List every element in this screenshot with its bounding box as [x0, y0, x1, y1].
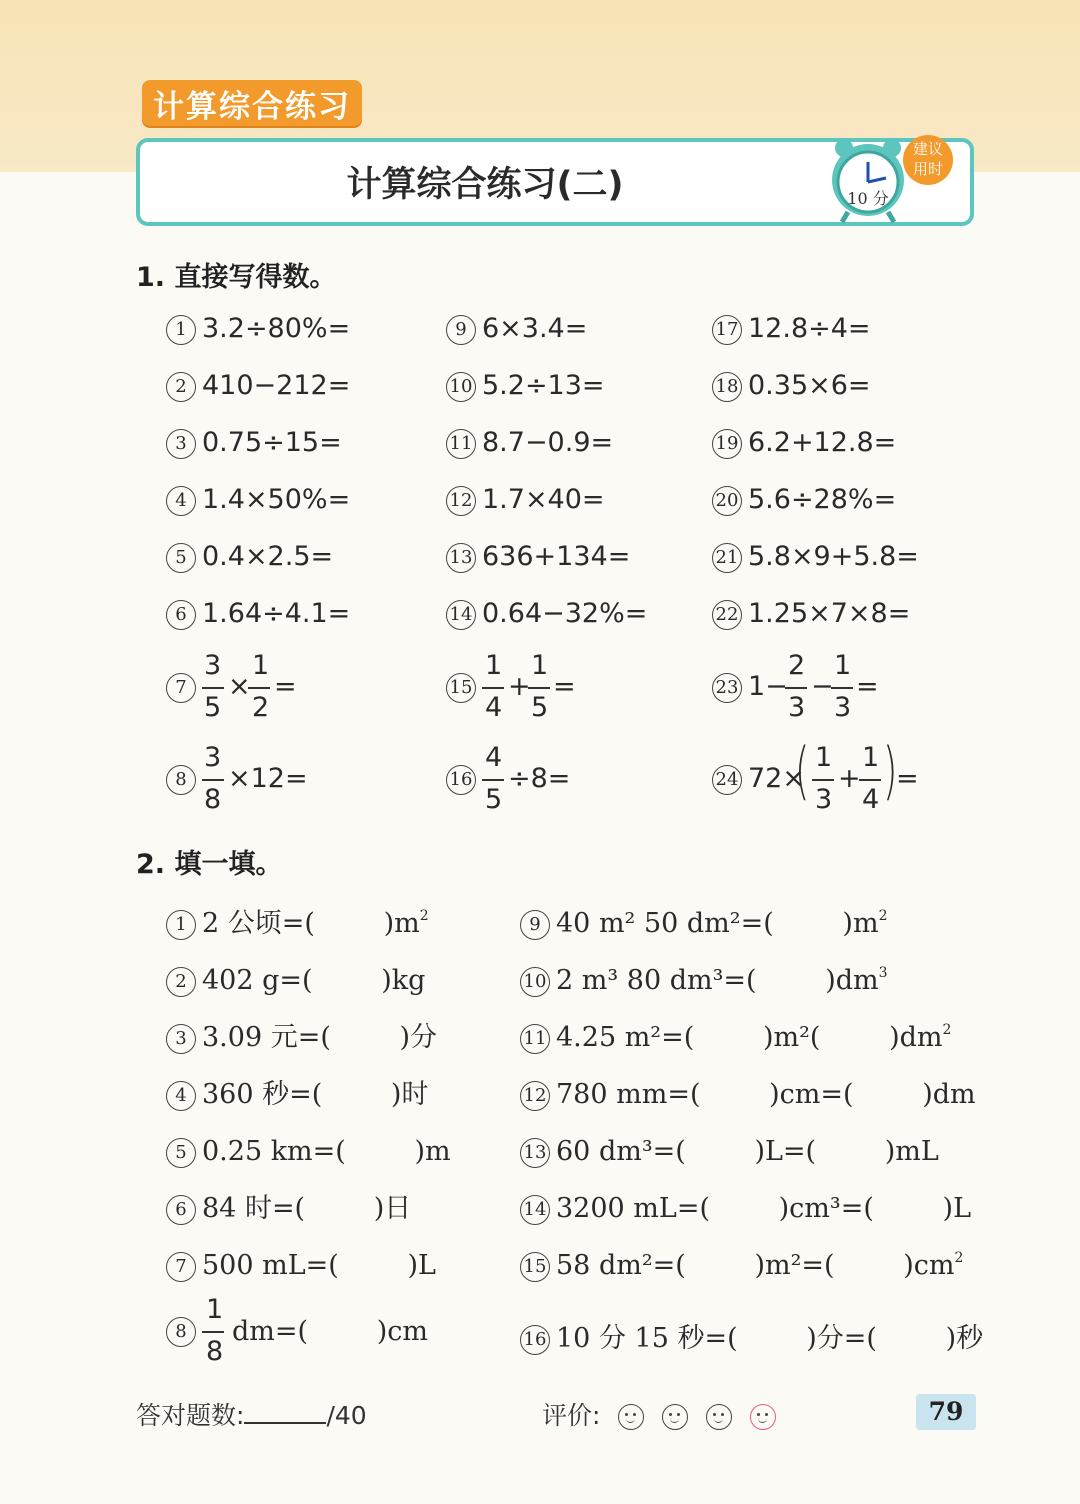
- problem-number: 7: [166, 1252, 196, 1282]
- page-number: 79: [916, 1394, 976, 1430]
- problem-21: [712, 542, 919, 572]
- problem-4: [166, 485, 350, 515]
- happy-face-icon[interactable]: [750, 1404, 776, 1430]
- denominator: 5: [531, 692, 549, 723]
- fill-text[interactable]: 4.25 m²=( )m²( )dm: [556, 1022, 943, 1053]
- face-icon[interactable]: [662, 1404, 688, 1430]
- numerator: 1: [252, 650, 270, 681]
- fill-text[interactable]: 500 mL=( )L: [202, 1250, 436, 1281]
- fill-item-6: [166, 1186, 412, 1224]
- numerator: 1: [862, 742, 880, 773]
- problem-number: 14: [446, 600, 476, 630]
- expression: 0.75÷15=: [202, 427, 342, 458]
- problem-number: 11: [446, 429, 476, 459]
- problem-10: [446, 371, 605, 401]
- problem-number: 1: [166, 315, 196, 345]
- fill-item-3: [166, 1015, 438, 1053]
- equals: =: [274, 671, 297, 702]
- numerator: 1: [531, 650, 549, 681]
- problem-number: 15: [520, 1252, 550, 1282]
- expression: 5.8×9+5.8=: [748, 541, 919, 572]
- problem-number: 3: [166, 1024, 196, 1054]
- expression: 0.35×6=: [748, 370, 871, 401]
- numerator: 1: [206, 1294, 224, 1325]
- problem-number: 20: [712, 486, 742, 516]
- problem-3: [166, 428, 342, 458]
- problem-6: [166, 599, 350, 629]
- numerator: 3: [204, 650, 222, 681]
- expression: 6.2+12.8=: [748, 427, 897, 458]
- problem-number: 16: [446, 765, 476, 795]
- fill-text[interactable]: 58 dm²=( )m²=( )cm: [556, 1250, 955, 1281]
- fill-item-16: [520, 1316, 984, 1354]
- face-icon[interactable]: [706, 1404, 732, 1430]
- rating-area: [542, 1396, 776, 1432]
- remainder: ÷8=: [508, 763, 571, 794]
- problem-11: [446, 428, 613, 458]
- problem-number: 7: [166, 673, 196, 703]
- expression: 12.8÷4=: [748, 313, 871, 344]
- fill-item-1: [166, 901, 429, 939]
- expression: 1.25×7×8=: [748, 598, 911, 629]
- problem-number: 24: [712, 765, 742, 795]
- problem-1: [166, 314, 350, 344]
- denominator: 2: [252, 692, 270, 723]
- problem-20: [712, 485, 896, 515]
- operator: +: [508, 671, 531, 702]
- fill-text[interactable]: 2 公顷=( )m: [202, 908, 420, 939]
- right-paren: ): [882, 734, 898, 807]
- problem-18: [712, 371, 871, 401]
- problem-number: 19: [712, 429, 742, 459]
- superscript: 2: [954, 1250, 964, 1266]
- prefix: 72×: [748, 763, 805, 794]
- equals: =: [553, 671, 576, 702]
- problem-12: [446, 485, 605, 515]
- fill-text[interactable]: 10 分 15 秒=( )分=( )秒: [556, 1323, 984, 1354]
- expression: 3.2÷80%=: [202, 313, 351, 344]
- problem-number: 15: [446, 673, 476, 703]
- equals: =: [856, 671, 879, 702]
- problem-number: 18: [712, 372, 742, 402]
- remainder: dm=( )cm: [232, 1316, 428, 1347]
- problem-number: 4: [166, 486, 196, 516]
- denominator: 3: [788, 692, 806, 723]
- prefix: 1−: [748, 671, 788, 702]
- problem-2: [166, 371, 350, 401]
- fill-item-14: [520, 1186, 972, 1224]
- denominator: 8: [204, 784, 222, 815]
- denominator: 3: [834, 692, 852, 723]
- operator: −: [811, 671, 834, 702]
- face-icon[interactable]: [618, 1404, 644, 1430]
- score-label: 答对题数:: [136, 1401, 245, 1430]
- problem-number: 9: [520, 910, 550, 940]
- time-value: 10 分: [847, 189, 889, 208]
- problem-number: 5: [166, 1138, 196, 1168]
- problem-number: 4: [166, 1081, 196, 1111]
- problem-9: [446, 314, 587, 344]
- section1-title: 1. 直接写得数。: [136, 262, 337, 293]
- problem-number: 3: [166, 429, 196, 459]
- fill-item-5: [166, 1129, 451, 1167]
- denominator: 8: [206, 1336, 224, 1367]
- expression: 8.7−0.9=: [482, 427, 614, 458]
- score-blank[interactable]: [244, 1400, 326, 1424]
- problem-number: 13: [520, 1138, 550, 1168]
- expression: 6×3.4=: [482, 313, 588, 344]
- fill-text[interactable]: 60 dm³=( )L=( )mL: [556, 1136, 939, 1167]
- numerator: 3: [204, 742, 222, 773]
- problem-number: 5: [166, 543, 196, 573]
- operator: ×: [228, 671, 251, 702]
- problem-number: 21: [712, 543, 742, 573]
- fill-item-10: [520, 958, 888, 996]
- numerator: 2: [788, 650, 806, 681]
- fill-text[interactable]: 780 mm=( )cm=( )dm: [556, 1079, 976, 1110]
- problem-number: 8: [166, 1317, 196, 1347]
- numerator: 1: [834, 650, 852, 681]
- fill-text[interactable]: 84 时=( )日: [202, 1193, 412, 1224]
- alarm-clock-icon: [826, 130, 986, 230]
- fill-text[interactable]: 0.25 km=( )m: [202, 1136, 451, 1167]
- problem-19: [712, 428, 896, 458]
- problem-number: 16: [520, 1325, 550, 1355]
- fill-text[interactable]: 2 m³ 80 dm³=( )dm: [556, 965, 879, 996]
- problem-14: [446, 599, 647, 629]
- fill-item-12: [520, 1072, 976, 1110]
- problem-number: 13: [446, 543, 476, 573]
- fill-item-11: [520, 1015, 952, 1053]
- fill-item-7: [166, 1243, 436, 1281]
- expression: 0.4×2.5=: [202, 541, 334, 572]
- denominator: 4: [485, 692, 503, 723]
- time-badge-line1: 建议: [912, 140, 944, 158]
- left-paren: (: [794, 734, 810, 807]
- time-badge-line2: 用时: [912, 160, 944, 178]
- superscript: 3: [878, 965, 888, 981]
- score-total: /40: [326, 1401, 367, 1430]
- fill-text[interactable]: 3200 mL=( )cm³=( )L: [556, 1193, 972, 1224]
- problem-number: 22: [712, 600, 742, 630]
- numerator: 1: [815, 742, 833, 773]
- problem-13: [446, 542, 630, 572]
- expression: 0.64−32%=: [482, 598, 648, 629]
- problem-22: [712, 599, 910, 629]
- equals: =: [896, 763, 919, 794]
- problem-number: 14: [520, 1195, 550, 1225]
- expression: 410−212=: [202, 370, 351, 401]
- expression: 5.2÷13=: [482, 370, 605, 401]
- page-title: 计算综合练习(二): [346, 165, 624, 205]
- problem-number: 23: [712, 673, 742, 703]
- superscript: 2: [878, 908, 888, 924]
- problem-number: 9: [446, 315, 476, 345]
- problem-number: 1: [166, 910, 196, 940]
- denominator: 4: [862, 784, 880, 815]
- problem-number: 12: [520, 1081, 550, 1111]
- fill-item-13: [520, 1129, 939, 1167]
- problem-number: 12: [446, 486, 476, 516]
- numerator: 1: [485, 650, 503, 681]
- expression: 636+134=: [482, 541, 631, 572]
- expression: 5.6÷28%=: [748, 484, 897, 515]
- score-area: [136, 1396, 367, 1432]
- fill-item-2: [166, 958, 426, 996]
- denominator: 5: [204, 692, 222, 723]
- superscript: 2: [942, 1022, 952, 1038]
- problem-5: [166, 542, 333, 572]
- fill-text[interactable]: 402 g=( )kg: [202, 965, 426, 996]
- problem-number: 2: [166, 967, 196, 997]
- expression: 1.7×40=: [482, 484, 605, 515]
- problem-17: [712, 314, 871, 344]
- numerator: 4: [485, 742, 503, 773]
- problem-number: 6: [166, 1195, 196, 1225]
- fill-item-4: [166, 1072, 429, 1110]
- operator: +: [838, 763, 861, 794]
- denominator: 3: [815, 784, 833, 815]
- fill-text[interactable]: 3.09 元=( )分: [202, 1022, 438, 1053]
- fill-text[interactable]: 360 秒=( )时: [202, 1079, 429, 1110]
- section-tab: 计算综合练习: [142, 80, 362, 126]
- problem-number: 10: [446, 372, 476, 402]
- problem-number: 6: [166, 600, 196, 630]
- fill-item-9: [520, 901, 888, 939]
- problem-number: 11: [520, 1024, 550, 1054]
- problem-number: 2: [166, 372, 196, 402]
- problem-number: 17: [712, 315, 742, 345]
- remainder: ×12=: [228, 763, 308, 794]
- fill-text[interactable]: 40 m² 50 dm²=( )m: [556, 908, 879, 939]
- problem-number: 10: [520, 967, 550, 997]
- expression: 1.4×50%=: [202, 484, 351, 515]
- expression: 1.64÷4.1=: [202, 598, 351, 629]
- superscript: 2: [419, 908, 429, 924]
- section2-title: 2. 填一填。: [136, 849, 283, 880]
- problem-number: 8: [166, 765, 196, 795]
- denominator: 5: [485, 784, 503, 815]
- rating-label: 评价:: [542, 1401, 601, 1430]
- fill-item-15: [520, 1243, 964, 1281]
